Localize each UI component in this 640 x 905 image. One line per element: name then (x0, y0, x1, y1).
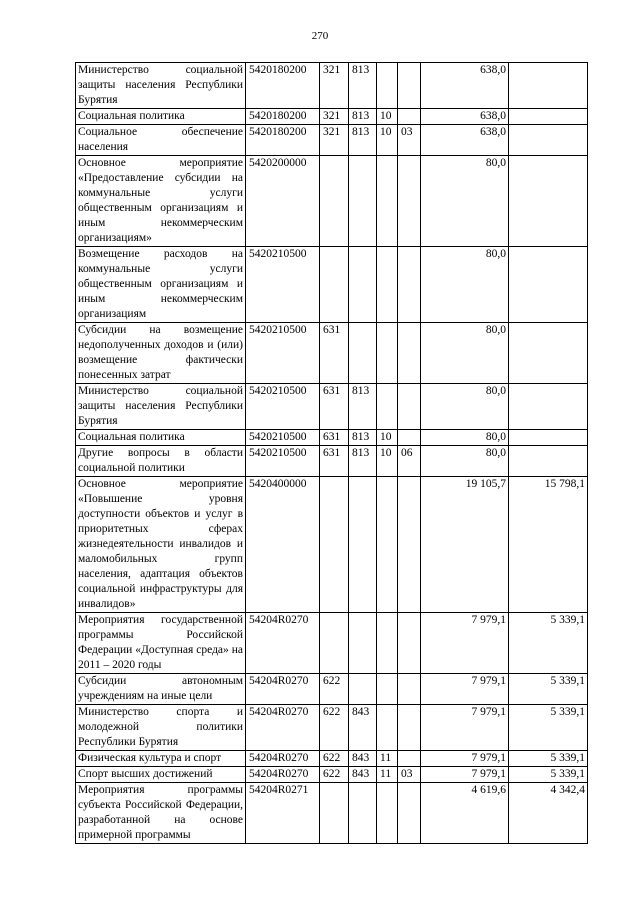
row-name-cell: Спорт высших достижений (76, 767, 246, 783)
expense-type-cell: 622 (320, 674, 349, 705)
amount-cell: 7 979,1 (421, 767, 509, 783)
subsection-cell (398, 323, 421, 384)
ministry-code-cell (349, 674, 377, 705)
subsection-cell (398, 63, 421, 109)
target-code-cell: 5420180200 (246, 109, 320, 125)
amount-cell: 7 979,1 (421, 613, 509, 674)
subsection-cell (398, 430, 421, 446)
subsection-cell (398, 613, 421, 674)
federal-amount-cell (509, 109, 588, 125)
federal-amount-cell (509, 156, 588, 247)
row-name-cell: Социальная политика (76, 109, 246, 125)
section-cell: 10 (377, 430, 398, 446)
expense-type-cell: 631 (320, 384, 349, 430)
table-row (76, 705, 588, 751)
target-code-cell: 54204R0270 (246, 613, 320, 674)
expense-type-cell (320, 247, 349, 323)
table-row (76, 125, 588, 156)
section-cell: 10 (377, 446, 398, 477)
subsection-cell (398, 751, 421, 767)
table-row (76, 477, 588, 613)
section-cell (377, 247, 398, 323)
table-row (76, 63, 588, 109)
section-cell: 11 (377, 751, 398, 767)
expense-type-cell: 321 (320, 125, 349, 156)
federal-amount-cell (509, 430, 588, 446)
federal-amount-cell: 4 342,4 (509, 783, 588, 844)
target-code-cell: 5420210500 (246, 323, 320, 384)
table-row (76, 384, 588, 430)
amount-cell: 4 619,6 (421, 783, 509, 844)
federal-amount-cell: 5 339,1 (509, 613, 588, 674)
ministry-code-cell: 843 (349, 751, 377, 767)
ministry-code-cell: 813 (349, 384, 377, 430)
target-code-cell: 54204R0271 (246, 783, 320, 844)
federal-amount-cell (509, 125, 588, 156)
subsection-cell (398, 674, 421, 705)
expense-type-cell: 622 (320, 767, 349, 783)
ministry-code-cell: 813 (349, 446, 377, 477)
target-code-cell: 5420400000 (246, 477, 320, 613)
federal-amount-cell (509, 323, 588, 384)
table-row (76, 783, 588, 844)
ministry-code-cell: 813 (349, 109, 377, 125)
subsection-cell (398, 384, 421, 430)
federal-amount-cell (509, 384, 588, 430)
ministry-code-cell (349, 783, 377, 844)
table-row (76, 674, 588, 705)
table-row (76, 613, 588, 674)
amount-cell: 7 979,1 (421, 751, 509, 767)
expense-type-cell: 622 (320, 751, 349, 767)
federal-amount-cell: 15 798,1 (509, 477, 588, 613)
expense-type-cell: 631 (320, 430, 349, 446)
row-name-cell: Другие вопросы в области социальной политики (76, 446, 246, 477)
subsection-cell: 03 (398, 767, 421, 783)
subsection-cell: 06 (398, 446, 421, 477)
federal-amount-cell: 5 339,1 (509, 674, 588, 705)
ministry-code-cell (349, 247, 377, 323)
expense-type-cell: 622 (320, 705, 349, 751)
table-row (76, 109, 588, 125)
target-code-cell: 54204R0270 (246, 767, 320, 783)
amount-cell: 7 979,1 (421, 674, 509, 705)
section-cell: 11 (377, 767, 398, 783)
table-row (76, 446, 588, 477)
subsection-cell (398, 477, 421, 613)
amount-cell: 19 105,7 (421, 477, 509, 613)
expense-type-cell: 631 (320, 446, 349, 477)
expense-type-cell (320, 156, 349, 247)
section-cell (377, 613, 398, 674)
row-name-cell: Социальное обеспечение населения (76, 125, 246, 156)
ministry-code-cell: 843 (349, 767, 377, 783)
target-code-cell: 5420180200 (246, 125, 320, 156)
target-code-cell: 5420210500 (246, 446, 320, 477)
budget-table-body (76, 63, 588, 844)
expense-type-cell (320, 613, 349, 674)
section-cell (377, 705, 398, 751)
amount-cell: 7 979,1 (421, 705, 509, 751)
target-code-cell: 54204R0270 (246, 705, 320, 751)
ministry-code-cell: 813 (349, 63, 377, 109)
ministry-code-cell (349, 156, 377, 247)
row-name-cell: Основное мероприятие «Повышение уровня доступности объектов и услуг в приоритетных сферах жизнедеятельности инвалидов и маломобильных групп населения, адаптация объектов социальной инфраструктуры для инвалидов» (76, 477, 246, 613)
table-row (76, 767, 588, 783)
amount-cell: 80,0 (421, 323, 509, 384)
table-row (76, 751, 588, 767)
amount-cell: 80,0 (421, 430, 509, 446)
budget-table (75, 62, 588, 844)
row-name-cell: Мероприятия государственной программы Российской Федерации «Доступная среда» на 2011 – 2020 годы (76, 613, 246, 674)
target-code-cell: 5420180200 (246, 63, 320, 109)
row-name-cell: Возмещение расходов на коммунальные услуги общественным организациям и иным некоммерческим организациям (76, 247, 246, 323)
expense-type-cell: 321 (320, 63, 349, 109)
section-cell: 10 (377, 109, 398, 125)
section-cell (377, 783, 398, 844)
row-name-cell: Физическая культура и спорт (76, 751, 246, 767)
ministry-code-cell: 813 (349, 125, 377, 156)
amount-cell: 80,0 (421, 384, 509, 430)
federal-amount-cell (509, 247, 588, 323)
table-row (76, 430, 588, 446)
federal-amount-cell (509, 63, 588, 109)
target-code-cell: 5420210500 (246, 247, 320, 323)
table-row (76, 323, 588, 384)
section-cell (377, 156, 398, 247)
target-code-cell: 54204R0270 (246, 751, 320, 767)
target-code-cell: 5420200000 (246, 156, 320, 247)
ministry-code-cell (349, 613, 377, 674)
section-cell (377, 323, 398, 384)
federal-amount-cell (509, 446, 588, 477)
ministry-code-cell: 843 (349, 705, 377, 751)
subsection-cell (398, 109, 421, 125)
federal-amount-cell: 5 339,1 (509, 705, 588, 751)
row-name-cell: Министерство спорта и молодежной политики Республики Бурятия (76, 705, 246, 751)
table-row (76, 247, 588, 323)
row-name-cell: Министерство социальной защиты населения Республики Бурятия (76, 384, 246, 430)
federal-amount-cell: 5 339,1 (509, 767, 588, 783)
row-name-cell: Субсидии на возмещение недополученных доходов и (или) возмещение фактически понесенных затрат (76, 323, 246, 384)
federal-amount-cell: 5 339,1 (509, 751, 588, 767)
amount-cell: 638,0 (421, 63, 509, 109)
section-cell: 10 (377, 125, 398, 156)
row-name-cell: Основное мероприятие «Предоставление субсидии на коммунальные услуги общественным организациям и иным некоммерческим организациям» (76, 156, 246, 247)
target-code-cell: 54204R0270 (246, 674, 320, 705)
ministry-code-cell: 813 (349, 430, 377, 446)
row-name-cell: Социальная политика (76, 430, 246, 446)
page-number: 270 (311, 30, 329, 42)
subsection-cell (398, 783, 421, 844)
ministry-code-cell (349, 477, 377, 613)
expense-type-cell: 631 (320, 323, 349, 384)
subsection-cell (398, 247, 421, 323)
section-cell (377, 477, 398, 613)
amount-cell: 80,0 (421, 247, 509, 323)
row-name-cell: Субсидии автономным учреждениям на иные цели (76, 674, 246, 705)
section-cell (377, 674, 398, 705)
amount-cell: 638,0 (421, 125, 509, 156)
section-cell (377, 384, 398, 430)
amount-cell: 80,0 (421, 446, 509, 477)
subsection-cell (398, 156, 421, 247)
expense-type-cell: 321 (320, 109, 349, 125)
table-row (76, 156, 588, 247)
subsection-cell: 03 (398, 125, 421, 156)
ministry-code-cell (349, 323, 377, 384)
row-name-cell: Мероприятия программы субъекта Российской Федерации, разработанной на основе примерной программы (76, 783, 246, 844)
amount-cell: 638,0 (421, 109, 509, 125)
target-code-cell: 5420210500 (246, 430, 320, 446)
amount-cell: 80,0 (421, 156, 509, 247)
section-cell (377, 63, 398, 109)
target-code-cell: 5420210500 (246, 384, 320, 430)
expense-type-cell (320, 477, 349, 613)
row-name-cell: Министерство социальной защиты населения Республики Бурятия (76, 63, 246, 109)
subsection-cell (398, 705, 421, 751)
expense-type-cell (320, 783, 349, 844)
